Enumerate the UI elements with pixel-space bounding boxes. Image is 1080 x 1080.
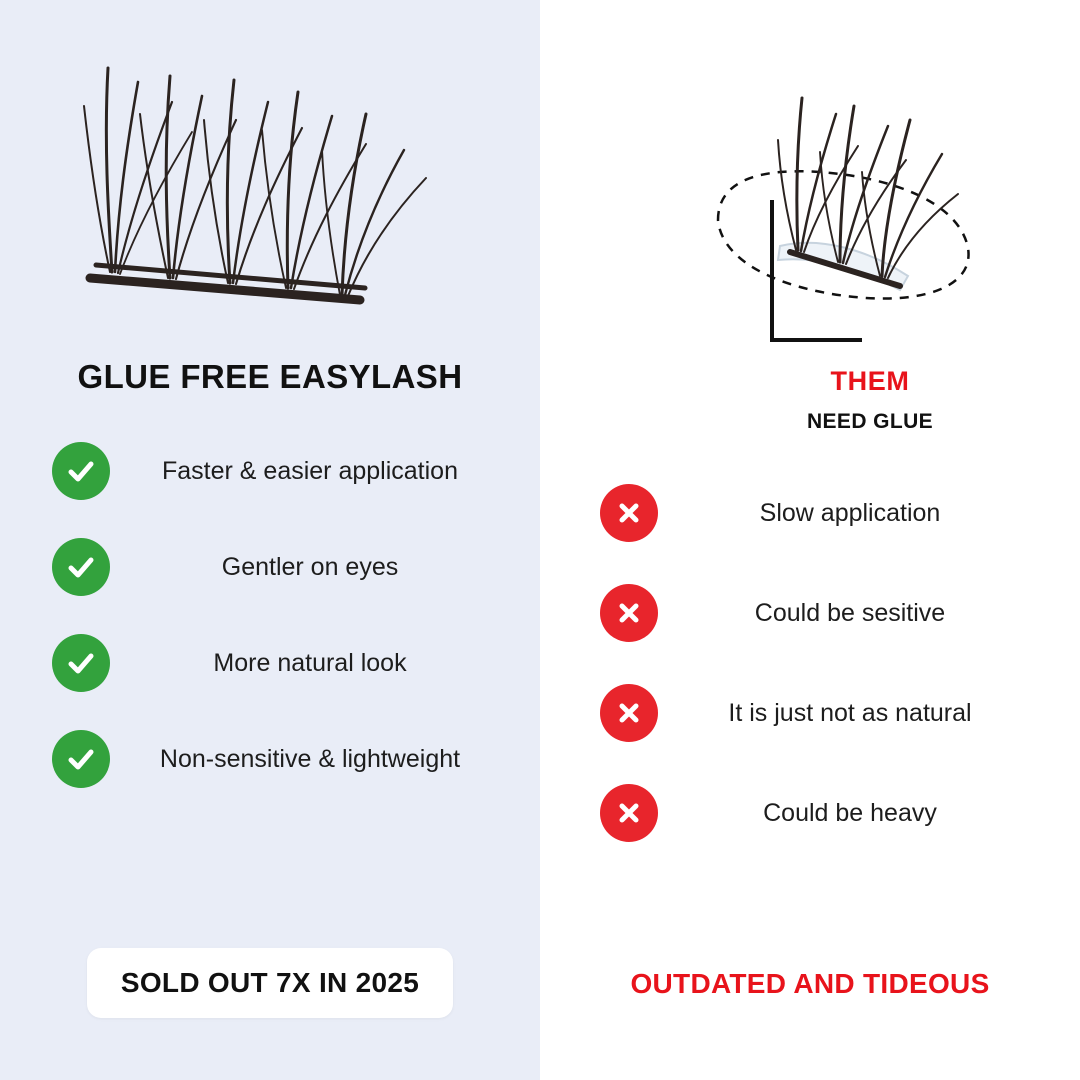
panel-them — [540, 0, 1080, 1080]
list-item-label: Could be sesitive — [754, 599, 946, 627]
list-item — [540, 584, 1080, 642]
right-feature-list — [540, 484, 1080, 884]
glue-strip-lash-image — [600, 40, 1020, 360]
right-title: THEM — [830, 366, 910, 396]
list-item-label: Non-sensitive & lightweight — [159, 745, 461, 773]
list-item — [0, 442, 540, 500]
cross-icon — [600, 484, 658, 542]
list-item — [0, 538, 540, 596]
list-item-label: Faster & easier application — [162, 457, 458, 485]
check-icon — [52, 442, 110, 500]
check-icon — [52, 730, 110, 788]
list-item — [540, 784, 1080, 842]
list-item — [540, 484, 1080, 542]
cross-icon — [600, 584, 658, 642]
list-item-label: Could be heavy — [763, 799, 937, 827]
right-title-block — [540, 366, 1080, 434]
left-feature-list — [0, 442, 540, 826]
list-item — [0, 730, 540, 788]
list-item-label: Gentler on eyes — [221, 553, 399, 581]
right-footer-text: OUTDATED AND TIDEOUS — [630, 968, 990, 999]
list-item-label: Slow application — [759, 499, 941, 527]
right-subtitle: NEED GLUE — [806, 410, 934, 433]
list-item — [0, 634, 540, 692]
glue-free-lash-image — [60, 10, 480, 320]
left-footer-badge: SOLD OUT 7X IN 2025 — [87, 948, 453, 1018]
check-icon — [52, 538, 110, 596]
cross-icon — [600, 784, 658, 842]
list-item — [540, 684, 1080, 742]
list-item-label: It is just not as natural — [728, 699, 972, 727]
left-title: GLUE FREE EASYLASH — [77, 358, 463, 395]
check-icon — [52, 634, 110, 692]
list-item-label: More natural look — [213, 649, 407, 677]
cross-icon — [600, 684, 658, 742]
